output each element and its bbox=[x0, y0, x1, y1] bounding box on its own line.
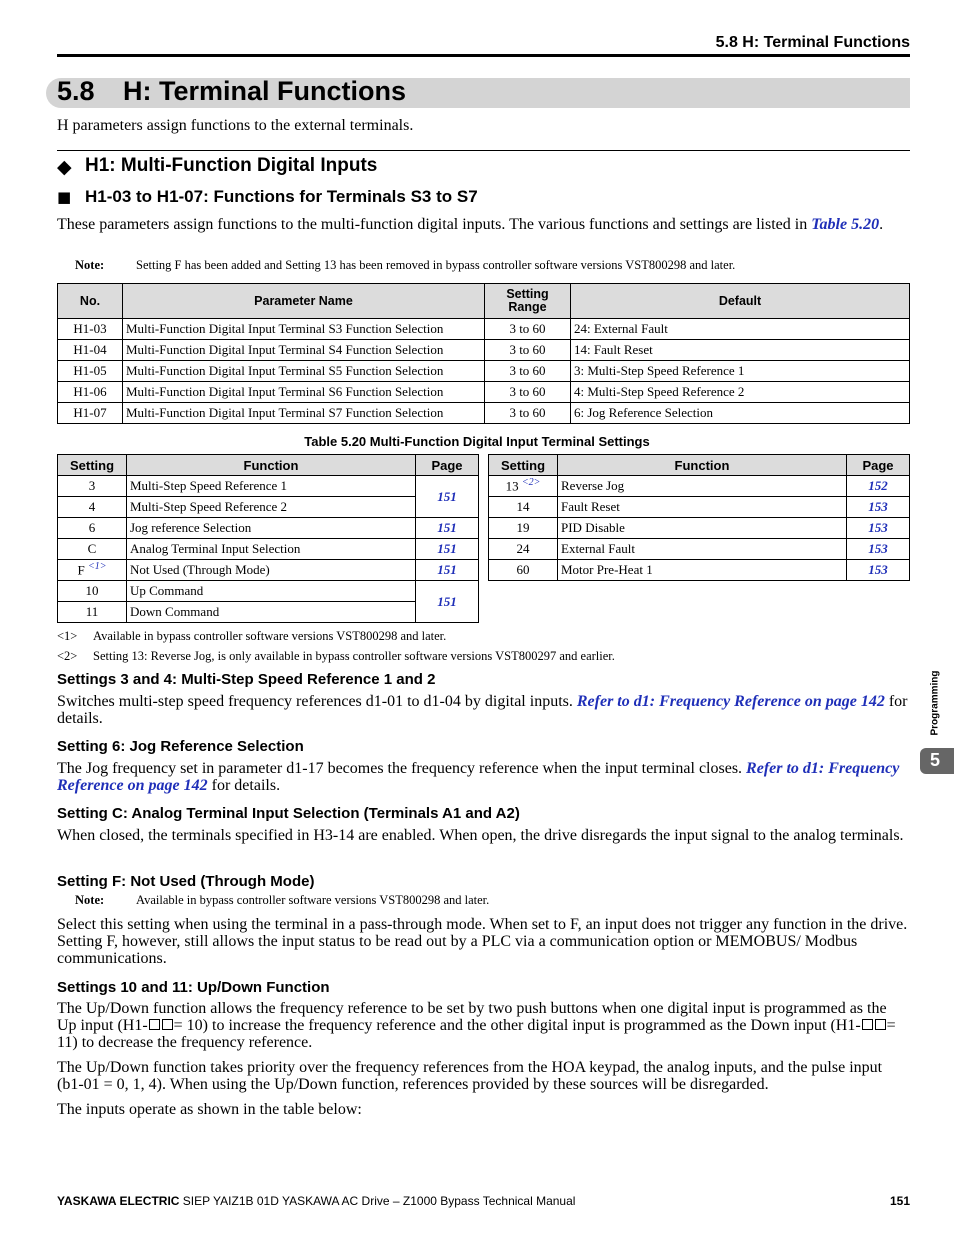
param-no: H1-05 bbox=[58, 361, 123, 382]
param-name: Multi-Function Digital Input Terminal S5 Function Selection bbox=[123, 361, 485, 382]
setting-function: Up Command bbox=[127, 581, 416, 602]
setting-function: External Fault bbox=[558, 539, 847, 560]
param-default: 3: Multi-Step Speed Reference 1 bbox=[571, 361, 910, 382]
page-link[interactable]: 151 bbox=[416, 560, 479, 581]
table-row bbox=[489, 539, 910, 560]
placeholder-box-icon bbox=[149, 1019, 160, 1030]
footnote-text: Setting 13: Reverse Jog, is only available in bypass controller software versions VST800297 and earlier. bbox=[93, 649, 615, 663]
param-no: H1-07 bbox=[58, 403, 123, 424]
footnote-text: Available in bypass controller software versions VST800298 and later. bbox=[93, 629, 447, 643]
page-link[interactable]: 153 bbox=[847, 560, 910, 581]
table-header-row bbox=[58, 455, 479, 476]
table-caption: Table 5.20 Multi-Function Digital Input Terminal Settings bbox=[304, 434, 650, 449]
setting-function: Jog reference Selection bbox=[127, 518, 416, 539]
diamond-bullet-icon: ◆ bbox=[57, 156, 72, 178]
param-default: 24: External Fault bbox=[571, 319, 910, 340]
sub-paragraph-text: These parameters assign functions to the multi-function digital inputs. The various functions and settings are listed in bbox=[57, 216, 812, 233]
setting-value: 13 bbox=[505, 478, 519, 494]
d1-reference-link[interactable]: Refer to d1: Frequency Reference on page 142 bbox=[57, 760, 900, 794]
sub-paragraph bbox=[57, 216, 910, 233]
param-name: Multi-Function Digital Input Terminal S7 Function Selection bbox=[123, 403, 485, 424]
column-header: Function bbox=[558, 455, 847, 476]
paragraph-text: = 11) to decrease the frequency reference. bbox=[57, 1017, 896, 1051]
page-link[interactable]: 153 bbox=[847, 539, 910, 560]
up-down-paragraph-1 bbox=[57, 1000, 910, 1051]
param-name: Multi-Function Digital Input Terminal S6 Function Selection bbox=[123, 382, 485, 403]
placeholder-box-icon bbox=[162, 1019, 173, 1030]
placeholder-box-icon bbox=[862, 1019, 873, 1030]
param-default: 6: Jog Reference Selection bbox=[571, 403, 910, 424]
page-link[interactable]: 151 bbox=[416, 539, 479, 560]
setting-value: 14 bbox=[489, 497, 558, 518]
table-row bbox=[58, 581, 479, 602]
chapter-side-label: Programming bbox=[929, 670, 941, 736]
setting-value: C bbox=[58, 539, 127, 560]
setting-f-paragraph: Select this setting when using the terminal in a pass-through mode. When set to F, an input does not trigger any function in the drive. Setting F, however, still allows the input status to be read out by a PLC via a communication option or MEMOBUS/ Modbus communications. bbox=[57, 916, 908, 967]
setting-c-heading: Setting C: Analog Terminal Input Selection (Terminals A1 and A2) bbox=[57, 805, 520, 822]
sub-heading: H1-03 to H1-07: Functions for Terminals S3 to S7 bbox=[85, 187, 478, 206]
setting-function: Reverse Jog bbox=[558, 476, 847, 497]
table-row bbox=[58, 602, 479, 623]
param-range: 3 to 60 bbox=[485, 403, 571, 424]
h1-heading: H1: Multi-Function Digital Inputs bbox=[85, 155, 378, 176]
setting-6-heading: Setting 6: Jog Reference Selection bbox=[57, 738, 304, 755]
settings-table-right bbox=[488, 454, 910, 581]
setting-value: 24 bbox=[489, 539, 558, 560]
setting-value: 11 bbox=[58, 602, 127, 623]
column-header: Page bbox=[416, 455, 479, 476]
section-number: 5.8 bbox=[57, 76, 95, 106]
column-header: No. bbox=[58, 284, 123, 319]
table-row bbox=[489, 476, 910, 497]
setting-c-paragraph: When closed, the terminals specified in H3-14 are enabled. When open, the drive disregards the input signal to the analog terminals. bbox=[57, 827, 904, 844]
sub-paragraph-end: . bbox=[879, 216, 884, 233]
param-no: H1-04 bbox=[58, 340, 123, 361]
param-range: 3 to 60 bbox=[485, 319, 571, 340]
page-link[interactable]: 153 bbox=[847, 497, 910, 518]
column-header: Function bbox=[127, 455, 416, 476]
table-row bbox=[58, 382, 910, 403]
footnote-label: <2> bbox=[57, 649, 78, 663]
section-title: H: Terminal Functions bbox=[123, 76, 407, 106]
settings-table-left bbox=[57, 454, 479, 623]
placeholder-box-icon bbox=[875, 1019, 886, 1030]
setting-value: 6 bbox=[58, 518, 127, 539]
setting-function: Down Command bbox=[127, 602, 416, 623]
settings-3-4-paragraph bbox=[57, 693, 910, 727]
up-down-paragraph-3: The inputs operate as shown in the table below: bbox=[57, 1101, 362, 1118]
d1-reference-link[interactable]: Refer to d1: Frequency Reference on page 142 bbox=[576, 693, 885, 710]
page-link[interactable]: 151 bbox=[416, 581, 479, 623]
setting-value: 60 bbox=[489, 560, 558, 581]
page-link[interactable]: 152 bbox=[847, 476, 910, 497]
paragraph-text: The Up/Down function allows the frequency reference to be set by two push buttons when one digital input is programmed as the Up input (H1- bbox=[57, 1000, 887, 1034]
running-header: 5.8 H: Terminal Functions bbox=[715, 34, 910, 51]
setting-6-paragraph bbox=[57, 760, 910, 794]
param-range: 3 to 60 bbox=[485, 382, 571, 403]
setting-value: 19 bbox=[489, 518, 558, 539]
setting-value-cell bbox=[489, 476, 558, 497]
parameter-table bbox=[57, 283, 910, 424]
settings-10-11-heading: Settings 10 and 11: Up/Down Function bbox=[57, 979, 330, 996]
setting-value: 10 bbox=[58, 581, 127, 602]
column-header: Parameter Name bbox=[123, 284, 485, 319]
table-header-row bbox=[489, 455, 910, 476]
setting-value: 3 bbox=[58, 476, 127, 497]
table-row bbox=[58, 319, 910, 340]
table-row bbox=[58, 539, 479, 560]
setting-value: F bbox=[77, 562, 85, 578]
footnote-label: <1> bbox=[57, 629, 78, 643]
setting-function: Analog Terminal Input Selection bbox=[127, 539, 416, 560]
table-row bbox=[58, 518, 479, 539]
param-name: Multi-Function Digital Input Terminal S3 Function Selection bbox=[123, 319, 485, 340]
table-row bbox=[489, 497, 910, 518]
param-name: Multi-Function Digital Input Terminal S4 Function Selection bbox=[123, 340, 485, 361]
setting-value: 4 bbox=[58, 497, 127, 518]
setting-function: PID Disable bbox=[558, 518, 847, 539]
param-range: 3 to 60 bbox=[485, 361, 571, 382]
table-row bbox=[489, 560, 910, 581]
note-label: Note: bbox=[75, 258, 105, 272]
table-header-row bbox=[58, 284, 910, 319]
chapter-tab-number: 5 bbox=[929, 750, 940, 770]
param-no: H1-03 bbox=[58, 319, 123, 340]
up-down-paragraph-2: The Up/Down function takes priority over the frequency references from the HOA keypad, the analog inputs, and the pulse input (b1-01 = 0, 1, 4). When using the Up/Down function, references provided by these sources will be disregarded. bbox=[57, 1059, 883, 1093]
column-header: Setting bbox=[489, 455, 558, 476]
column-header: Setting bbox=[58, 455, 127, 476]
setting-function: Not Used (Through Mode) bbox=[127, 560, 416, 581]
settings-3-4-heading: Settings 3 and 4: Multi-Step Speed Reference 1 and 2 bbox=[57, 671, 436, 688]
footnote-ref-1[interactable]: <1> bbox=[87, 561, 107, 573]
setting-f-heading: Setting F: Not Used (Through Mode) bbox=[57, 873, 315, 890]
page-link[interactable]: 151 bbox=[416, 518, 479, 539]
column-header: Page bbox=[847, 455, 910, 476]
table-row bbox=[58, 340, 910, 361]
table-row bbox=[489, 518, 910, 539]
paragraph-end: for details. bbox=[57, 693, 908, 727]
paragraph-end: for details. bbox=[207, 777, 281, 794]
column-header: Default bbox=[571, 284, 910, 319]
paragraph-text: Switches multi-step speed frequency references d1-01 to d1-04 by digital inputs. bbox=[57, 693, 577, 710]
table-5-20-link[interactable]: Table 5.20 bbox=[811, 216, 880, 233]
note-label: Note: bbox=[75, 893, 105, 907]
setting-function: Fault Reset bbox=[558, 497, 847, 518]
section-intro: H parameters assign functions to the external terminals. bbox=[57, 117, 414, 134]
page-number: 151 bbox=[889, 1194, 910, 1208]
table-row bbox=[58, 476, 479, 497]
setting-function: Motor Pre-Heat 1 bbox=[558, 560, 847, 581]
column-header: Setting Range bbox=[485, 284, 571, 319]
param-default: 14: Fault Reset bbox=[571, 340, 910, 361]
table-row bbox=[58, 497, 479, 518]
note-text: Setting F has been added and Setting 13 has been removed in bypass controller software versions VST800298 and later. bbox=[136, 258, 736, 272]
paragraph-text: = 10) to increase the frequency reference and the other digital input is programmed as the Down input (H1- bbox=[173, 1017, 861, 1034]
param-default: 4: Multi-Step Speed Reference 2 bbox=[571, 382, 910, 403]
paragraph-text: The Jog frequency set in parameter d1-17 becomes the frequency reference when the input terminal closes. bbox=[57, 760, 747, 777]
page-link[interactable]: 153 bbox=[847, 518, 910, 539]
footer-doc-title: SIEP YAIZ1B 01D YASKAWA AC Drive – Z1000 Bypass Technical Manual bbox=[179, 1194, 576, 1208]
page-link[interactable]: 151 bbox=[416, 476, 479, 518]
h1-rule bbox=[57, 150, 910, 151]
setting-function: Multi-Step Speed Reference 2 bbox=[127, 497, 416, 518]
note-text: Available in bypass controller software versions VST800298 and later. bbox=[136, 893, 490, 907]
table-row bbox=[58, 361, 910, 382]
param-no: H1-06 bbox=[58, 382, 123, 403]
header-rule bbox=[57, 54, 910, 57]
setting-function: Multi-Step Speed Reference 1 bbox=[127, 476, 416, 497]
table-row bbox=[58, 560, 479, 581]
table-row bbox=[58, 403, 910, 424]
footer bbox=[57, 1194, 575, 1208]
square-bullet-icon: ■ bbox=[57, 188, 72, 206]
param-range: 3 to 60 bbox=[485, 340, 571, 361]
setting-value-cell bbox=[58, 560, 127, 581]
footer-brand: YASKAWA ELECTRIC bbox=[57, 1194, 180, 1208]
footnote-ref-2[interactable]: <2> bbox=[521, 477, 541, 489]
